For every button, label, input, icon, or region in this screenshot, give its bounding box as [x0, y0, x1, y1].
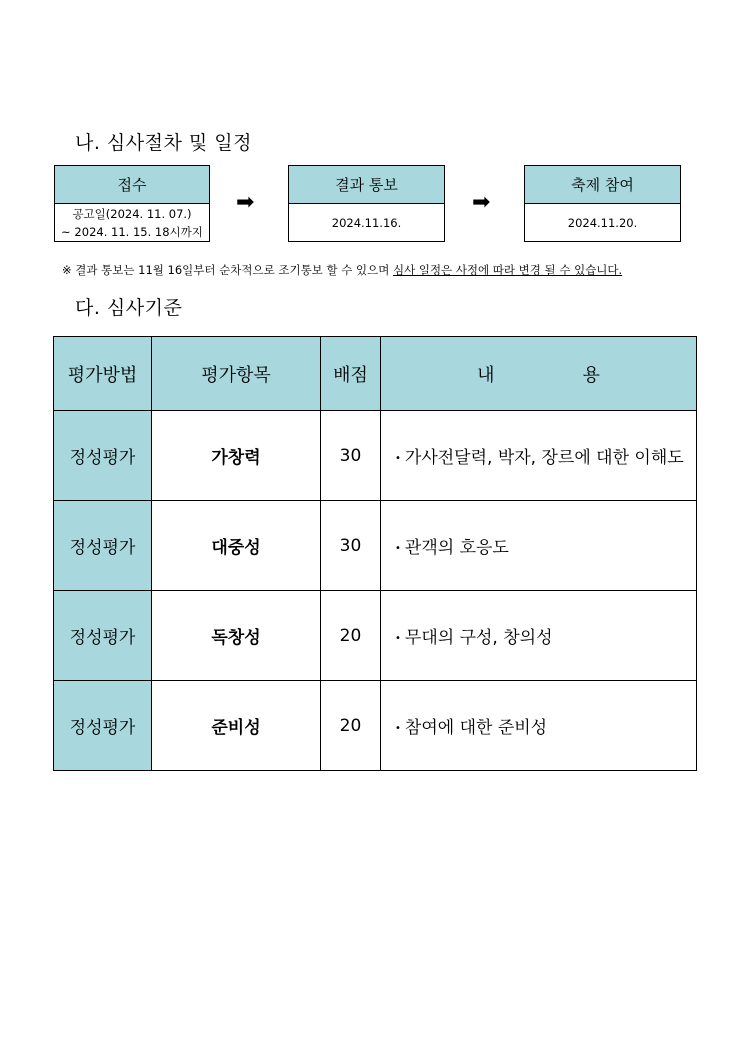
- header-content-part: 용: [582, 364, 600, 386]
- table-row: [54, 411, 697, 501]
- step-detail: [525, 204, 680, 241]
- header-score: 배점: [321, 337, 381, 411]
- row-method: 정성평가: [54, 591, 152, 681]
- row-item: 가창력: [152, 411, 321, 501]
- header-content-part: 내: [477, 364, 495, 386]
- row-method: 정성평가: [54, 501, 152, 591]
- bullet-icon: •: [395, 632, 401, 644]
- row-description: [381, 681, 697, 771]
- row-description: [381, 591, 697, 681]
- step-label: 결과 통보: [289, 166, 444, 204]
- section-title-procedure: 나. 심사절차 및 일정: [75, 132, 252, 154]
- row-method: 정성평가: [54, 681, 152, 771]
- note-underlined-text: 심사 일정은 사정에 따라 변경 될 수 있습니다.: [392, 263, 623, 277]
- table-row: [54, 591, 697, 681]
- table-header-row: [54, 337, 697, 411]
- step-detail-line: 공고일(2024. 11. 07.): [72, 206, 192, 221]
- step-detail: [55, 204, 209, 241]
- header-method: 평가방법: [54, 337, 152, 411]
- row-item: 대중성: [152, 501, 321, 591]
- row-description: [381, 411, 697, 501]
- row-method: 정성평가: [54, 411, 152, 501]
- step-detail-line: 2024.11.16.: [331, 215, 402, 230]
- bullet-icon: •: [395, 722, 401, 734]
- table-row: [54, 681, 697, 771]
- row-score: 30: [321, 411, 381, 501]
- header-item: 평가항목: [152, 337, 321, 411]
- step-box-result: [288, 165, 445, 242]
- row-description-text: 관객의 호응도: [404, 538, 509, 558]
- step-box-festival: [524, 165, 681, 242]
- bullet-icon: •: [395, 452, 401, 464]
- row-description-text: 참여에 대한 준비성: [404, 718, 548, 738]
- step-detail: [289, 204, 444, 241]
- criteria-table: [53, 336, 697, 771]
- row-item: 준비성: [152, 681, 321, 771]
- schedule-note: [62, 262, 622, 278]
- step-detail-line: 2024.11.20.: [567, 215, 638, 230]
- row-description: [381, 501, 697, 591]
- table-row: [54, 501, 697, 591]
- step-detail-line: ~ 2024. 11. 15. 18시까지: [61, 224, 203, 239]
- bullet-icon: •: [395, 542, 401, 554]
- row-score: 20: [321, 681, 381, 771]
- step-label: 축제 참여: [525, 166, 680, 204]
- section-title-criteria: 다. 심사기준: [75, 297, 183, 319]
- right-arrow-icon: ➡: [472, 190, 491, 215]
- step-box-reception: [54, 165, 210, 242]
- row-score: 20: [321, 591, 381, 681]
- step-label: 접수: [55, 166, 209, 204]
- note-text: ※ 결과 통보는 11월 16일부터 순차적으로 조기통보 할 수 있으며: [62, 263, 393, 277]
- row-score: 30: [321, 501, 381, 591]
- row-description-text: 가사전달력, 박자, 장르에 대한 이해도: [404, 448, 684, 468]
- right-arrow-icon: ➡: [236, 190, 255, 215]
- row-description-text: 무대의 구성, 창의성: [404, 628, 553, 648]
- header-content: [381, 337, 697, 411]
- row-item: 독창성: [152, 591, 321, 681]
